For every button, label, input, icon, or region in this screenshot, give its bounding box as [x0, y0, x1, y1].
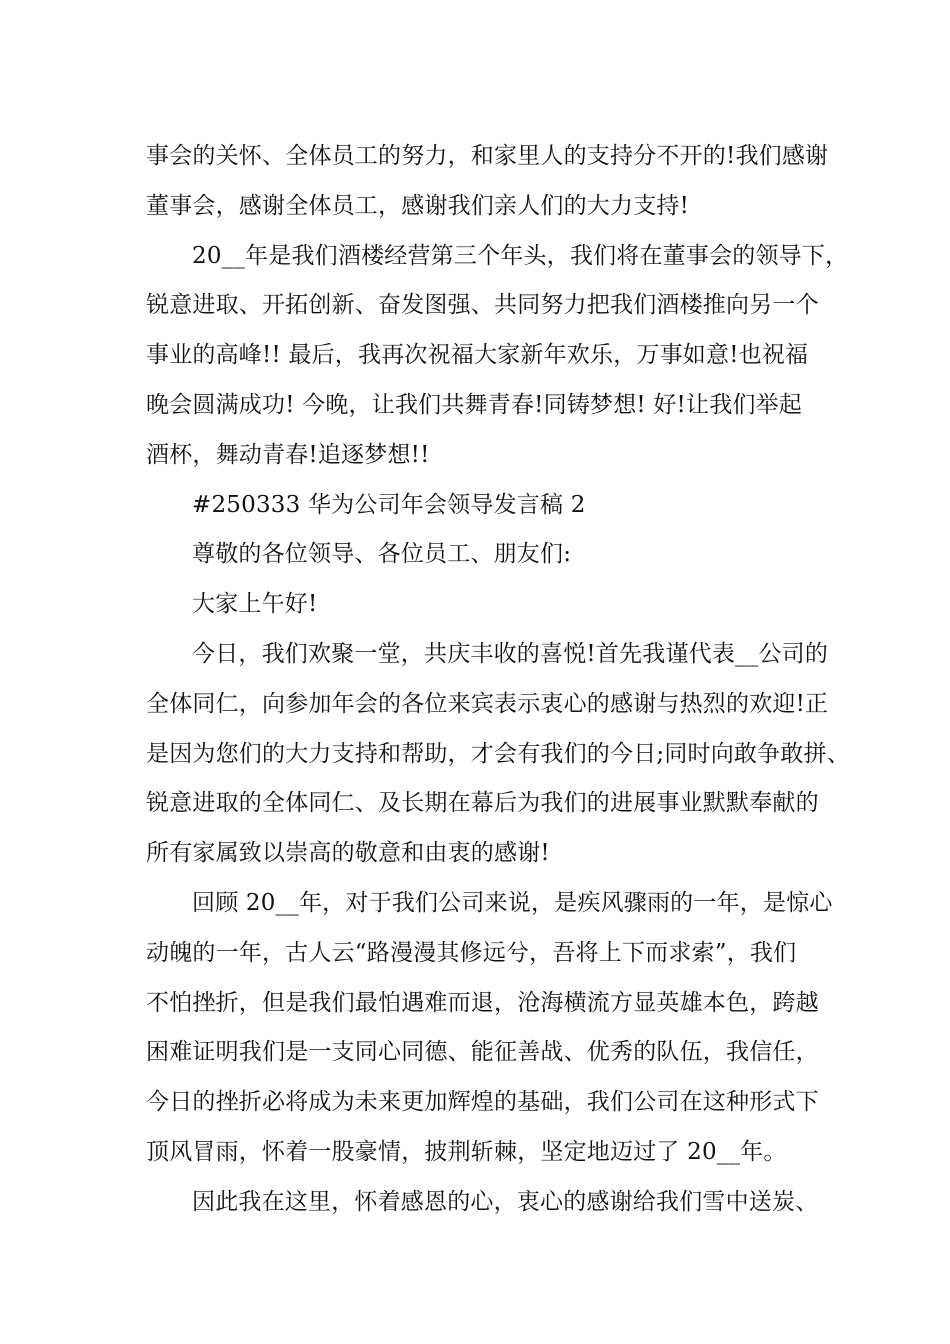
text-line: 今日的挫折必将成为未来更加辉煌的基础，我们公司在这种形式下 — [146, 1089, 819, 1116]
greeting: 大家上午好! — [192, 591, 318, 618]
section-title: #250333 华为公司年会领导发言稿 2 — [192, 491, 586, 518]
text-line: 不怕挫折，但是我们最怕遇难而退，沧海横流方显英雄本色，跨越 — [146, 989, 819, 1016]
text-line: 动魄的一年，古人云“路漫漫其修远兮，吾将上下而求索”，我们 — [146, 939, 797, 966]
text-line: 锐意进取的全体同仁、及长期在幕后为我们的进展事业默默奉献的 — [146, 790, 819, 817]
text-line: 事会的关怀、全体员工的努力，和家里人的支持分不开的!我们感谢 — [146, 143, 829, 169]
text-line: 董事会，感谢全体员工，感谢我们亲人们的大力支持! — [146, 192, 690, 219]
paragraph-start-line: 因此我在这里，怀着感恩的心，衷心的感谢给我们雪中送炭、 — [192, 1188, 819, 1215]
paragraph-start-line: 回顾 20__年，对于我们公司来说，是疾风骤雨的一年，是惊心 — [192, 889, 833, 916]
text-line: 顶风冒雨，怀着一股豪情，披荆斩棘，坚定地迈过了 20__年。 — [146, 1138, 787, 1165]
text-line: 锐意进取、开拓创新、奋发图强、共同努力把我们酒楼推向另一个 — [146, 292, 819, 319]
text-line: 全体同仁，向参加年会的各位来宾表示衷心的感谢与热烈的欢迎!正 — [146, 690, 829, 717]
text-line: 所有家属致以崇高的敬意和由衷的感谢! — [146, 840, 550, 867]
text-line: 是因为您们的大力支持和帮助，才会有我们的今日;同时向敢争敢拼、 — [146, 740, 850, 767]
text-line: 晚会圆满成功! 今晚，让我们共舞青春!同铸梦想! 好!让我们举起 — [146, 391, 802, 418]
text-line: 困难证明我们是一支同心同德、能征善战、优秀的队伍，我信任， — [146, 1039, 819, 1066]
salutation: 尊敬的各位领导、各位员工、朋友们: — [192, 541, 572, 568]
text-line: 事业的高峰!! 最后，我再次祝福大家新年欢乐，万事如意!也祝福 — [146, 342, 809, 369]
paragraph-start-line: 今日，我们欢聚一堂，共庆丰收的喜悦!首先我谨代表__公司的 — [192, 640, 829, 667]
text-line: 酒杯，舞动青春!追逐梦想!! — [146, 441, 430, 468]
paragraph-start-line: 20__年是我们酒楼经营第三个年头，我们将在董事会的领导下， — [192, 242, 849, 269]
document-body — [146, 132, 850, 1228]
